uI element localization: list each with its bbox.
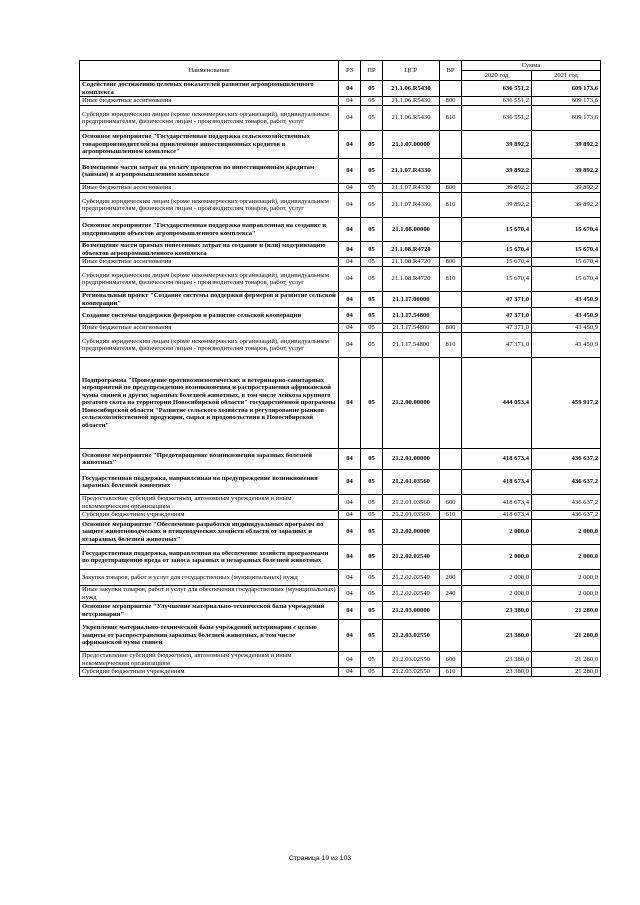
row-pr-cell: 05 [361, 333, 383, 358]
table-row [80, 620, 601, 652]
row-csr-cell: 21.1.07.R4330 [383, 159, 440, 184]
row-rz-cell: 04 [339, 333, 361, 358]
row-csr-cell: 21.2.03.02550 [383, 620, 440, 652]
row-sum-2021-cell: 15 670,4 [532, 218, 601, 242]
row-csr-cell: 21.2.00.00000 [383, 358, 440, 449]
row-sum-2021-cell: 2 000,0 [532, 545, 601, 570]
table-header [80, 61, 601, 81]
row-rz-cell: 04 [339, 520, 361, 545]
row-csr-cell: 21.1.07.00000 [383, 131, 440, 159]
row-name-cell: Субсидии юридическим лицам (кроме некоммерческих организаций), индивидуальным предпринимателям, физическим лицам - производителям товаров, работ, услуг [80, 333, 339, 358]
table-row [80, 333, 601, 358]
table-row [80, 324, 601, 333]
table-body [80, 81, 601, 677]
row-vr-cell [440, 81, 462, 97]
row-name-cell: Субсидии юридическим лицам (кроме некоммерческих организаций), индивидуальным предпринимателям, физическим лицам - производителям товаров, работ, услуг [80, 267, 339, 292]
row-sum-2020-cell: 2 000,0 [462, 545, 532, 570]
row-rz-cell: 04 [339, 184, 361, 193]
row-pr-cell: 05 [361, 652, 383, 668]
row-sum-2021-cell: 43 450,9 [532, 308, 601, 324]
header-sum: Сумма [462, 61, 601, 71]
row-rz-cell: 04 [339, 106, 361, 131]
row-vr-cell: 810 [440, 333, 462, 358]
row-pr-cell: 05 [361, 586, 383, 602]
row-vr-cell: 610 [440, 668, 462, 677]
row-vr-cell: 600 [440, 495, 462, 511]
row-sum-2021-cell: 15 670,4 [532, 267, 601, 292]
row-sum-2021-cell: 2 000,0 [532, 586, 601, 602]
row-pr-cell: 05 [361, 511, 383, 520]
row-pr-cell: 05 [361, 545, 383, 570]
row-sum-2021-cell: 2 000,0 [532, 520, 601, 545]
row-sum-2020-cell: 39 892,2 [462, 184, 532, 193]
row-sum-2021-cell: 436 637,2 [532, 449, 601, 470]
row-vr-cell [440, 308, 462, 324]
row-csr-cell: 21.1.08.00000 [383, 218, 440, 242]
table-row [80, 520, 601, 545]
row-name-cell: Создание системы поддержки фермеров и развитие сельской кооперации [80, 308, 339, 324]
row-sum-2021-cell: 43 450,9 [532, 324, 601, 333]
row-sum-2021-cell: 21 280,0 [532, 620, 601, 652]
row-sum-2021-cell: 39 892,2 [532, 184, 601, 193]
row-pr-cell: 05 [361, 470, 383, 495]
table-row [80, 184, 601, 193]
row-sum-2020-cell: 23 380,0 [462, 652, 532, 668]
row-sum-2021-cell: 609 173,6 [532, 81, 601, 97]
table-row [80, 358, 601, 449]
row-sum-2020-cell: 23 380,0 [462, 620, 532, 652]
row-pr-cell: 05 [361, 97, 383, 106]
row-sum-2020-cell: 15 670,4 [462, 267, 532, 292]
row-pr-cell: 05 [361, 81, 383, 97]
row-rz-cell: 04 [339, 668, 361, 677]
row-name-cell: Подпрограмма "Проведение противоэпизоотических и ветеринарно-санитарных мероприятий по предупреждению возникновения и распространения африканской чумы свиней и других заразных болезней животных, в том числе лейкоза крупного рогатого скота на территории Новосибирской области" государственной программы Новосибирской области "Развитие сельского хозяйства и регулирование рынков сельскохозяйственной продукции, сырья и продовольствия в Новосибирской области" [80, 358, 339, 449]
row-sum-2020-cell: 2 000,0 [462, 520, 532, 545]
row-pr-cell: 05 [361, 324, 383, 333]
row-sum-2020-cell: 418 673,4 [462, 470, 532, 495]
table-row [80, 131, 601, 159]
row-rz-cell: 04 [339, 570, 361, 586]
row-pr-cell: 05 [361, 449, 383, 470]
row-vr-cell: 810 [440, 106, 462, 131]
row-pr-cell: 05 [361, 218, 383, 242]
row-csr-cell: 21.2.03.02550 [383, 652, 440, 668]
row-vr-cell [440, 545, 462, 570]
row-sum-2021-cell: 21 280,0 [532, 668, 601, 677]
row-name-cell: Возмещение части прямых понесенных затрат на создание и (или) модернизацию объектов агропромышленного комплекса [80, 242, 339, 258]
row-csr-cell: 21.1.07.R4330 [383, 184, 440, 193]
row-name-cell: Основное мероприятие "Государственная поддержка сельскохозяйственных товаропроизводителей на привлечение инвестиционных кредитов в агропромышленном комплексе" [80, 131, 339, 159]
row-sum-2021-cell: 2 000,0 [532, 570, 601, 586]
table-row [80, 511, 601, 520]
row-rz-cell: 04 [339, 131, 361, 159]
header-year-2021: 2021 год [532, 71, 601, 81]
row-sum-2021-cell: 39 892,2 [532, 193, 601, 218]
row-sum-2020-cell: 39 892,2 [462, 131, 532, 159]
row-pr-cell: 05 [361, 308, 383, 324]
header-csr: ЦСР [383, 61, 440, 81]
row-csr-cell: 21.1.I7.54800 [383, 333, 440, 358]
row-vr-cell: 800 [440, 97, 462, 106]
row-pr-cell: 05 [361, 106, 383, 131]
row-sum-2020-cell: 418 673,4 [462, 495, 532, 511]
row-csr-cell: 21.1.I7.54800 [383, 308, 440, 324]
row-sum-2020-cell: 47 371,0 [462, 292, 532, 308]
row-sum-2020-cell: 39 892,2 [462, 159, 532, 184]
row-rz-cell: 04 [339, 511, 361, 520]
row-rz-cell: 04 [339, 545, 361, 570]
row-name-cell: Иные бюджетные ассигнования [80, 324, 339, 333]
row-sum-2020-cell: 15 670,4 [462, 242, 532, 258]
header-vr: ВР [440, 61, 462, 81]
row-vr-cell: 240 [440, 586, 462, 602]
row-vr-cell [440, 602, 462, 620]
row-name-cell: Основное мероприятие "Улучшение материально-технической базы учреждений ветеринарии" [80, 602, 339, 620]
row-pr-cell: 05 [361, 602, 383, 620]
table-row [80, 545, 601, 570]
budget-table-sheet [79, 60, 600, 677]
row-csr-cell: 21.1.06.R5430 [383, 106, 440, 131]
row-csr-cell: 21.2.03.00000 [383, 602, 440, 620]
row-pr-cell: 05 [361, 620, 383, 652]
row-name-cell: Субсидии юридическим лицам (кроме некоммерческих организаций), индивидуальным предпринимателям, физическим лицам - производителям товаров, работ, услуг [80, 193, 339, 218]
row-csr-cell: 21.1.08.R4720 [383, 242, 440, 258]
table-row [80, 106, 601, 131]
row-rz-cell: 04 [339, 620, 361, 652]
row-pr-cell: 05 [361, 267, 383, 292]
row-name-cell: Государственная поддержка, направленная на предупреждение возникновения заразных болезней животных [80, 470, 339, 495]
row-pr-cell: 05 [361, 668, 383, 677]
header-name: Наименование [80, 61, 339, 81]
row-csr-cell: 21.2.01.00000 [383, 449, 440, 470]
row-rz-cell: 04 [339, 358, 361, 449]
row-csr-cell: 21.1.06.R5430 [383, 81, 440, 97]
row-rz-cell: 04 [339, 586, 361, 602]
row-sum-2020-cell: 444 053,4 [462, 358, 532, 449]
row-csr-cell: 21.1.08.R4720 [383, 267, 440, 292]
row-name-cell: Субсидии юридическим лицам (кроме некоммерческих организаций), индивидуальным предпринимателям, физическим лицам - производителям товаров, работ, услуг [80, 106, 339, 131]
row-rz-cell: 04 [339, 81, 361, 97]
row-vr-cell [440, 242, 462, 258]
table-row [80, 159, 601, 184]
row-pr-cell: 05 [361, 358, 383, 449]
table-row [80, 470, 601, 495]
row-name-cell: Субсидии бюджетным учреждениям [80, 511, 339, 520]
row-pr-cell: 05 [361, 495, 383, 511]
row-name-cell: Иные закупки товаров, работ и услуг для обеспечения государственных (муниципальных) нужд [80, 586, 339, 602]
row-name-cell: Иные бюджетные ассигнования [80, 97, 339, 106]
row-name-cell: Региональный проект "Создание системы поддержки фермеров и развитие сельской кооперации" [80, 292, 339, 308]
row-pr-cell: 05 [361, 184, 383, 193]
table-row [80, 495, 601, 511]
row-vr-cell: 810 [440, 267, 462, 292]
row-vr-cell [440, 449, 462, 470]
table-row [80, 218, 601, 242]
row-sum-2020-cell: 2 000,0 [462, 586, 532, 602]
row-csr-cell: 21.2.02.02540 [383, 586, 440, 602]
row-rz-cell: 04 [339, 267, 361, 292]
row-vr-cell: 800 [440, 258, 462, 267]
row-pr-cell: 05 [361, 131, 383, 159]
row-sum-2021-cell: 15 670,4 [532, 258, 601, 267]
row-sum-2020-cell: 636 551,2 [462, 106, 532, 131]
row-name-cell: Основное мероприятие "Государственная поддержка направленная на создание и модернизацию объектов агропромышленного комплекса" [80, 218, 339, 242]
table-row [80, 81, 601, 97]
table-row [80, 652, 601, 668]
row-vr-cell [440, 131, 462, 159]
row-vr-cell [440, 358, 462, 449]
row-sum-2021-cell: 609 173,6 [532, 97, 601, 106]
row-rz-cell: 04 [339, 602, 361, 620]
row-csr-cell: 21.2.02.02540 [383, 570, 440, 586]
row-sum-2020-cell: 15 670,4 [462, 218, 532, 242]
row-csr-cell: 21.2.03.02550 [383, 668, 440, 677]
row-rz-cell: 04 [339, 218, 361, 242]
table-row [80, 267, 601, 292]
table-row [80, 570, 601, 586]
row-csr-cell: 21.2.02.00000 [383, 520, 440, 545]
row-sum-2020-cell: 23 380,0 [462, 602, 532, 620]
row-name-cell: Предоставление субсидий бюджетным, автономным учреждениям и иным некоммерческим организациям [80, 652, 339, 668]
header-year-2020: 2020 год [462, 71, 532, 81]
row-name-cell: Основное мероприятие "Обеспечение разработки индивидуальных программ по защите животноводческих и птицеводческих хозяйств области от заразных и незаразных болезней животных" [80, 520, 339, 545]
row-csr-cell: 21.1.07.R4330 [383, 193, 440, 218]
row-sum-2020-cell: 15 670,4 [462, 258, 532, 267]
table-row [80, 586, 601, 602]
row-name-cell: Государственная поддержка, направленная на обеспечение хозяйств программами по предотвращению вреда от заноса заразных и незаразных болезней животных [80, 545, 339, 570]
row-sum-2020-cell: 47 371,0 [462, 308, 532, 324]
row-sum-2021-cell: 39 892,2 [532, 159, 601, 184]
row-vr-cell: 600 [440, 652, 462, 668]
row-rz-cell: 04 [339, 652, 361, 668]
table-row [80, 292, 601, 308]
header-rz: РЗ [339, 61, 361, 81]
row-csr-cell: 21.1.I7.00000 [383, 292, 440, 308]
row-sum-2020-cell: 2 000,0 [462, 570, 532, 586]
row-name-cell: Субсидии бюджетным учреждениям [80, 668, 339, 677]
row-rz-cell: 04 [339, 159, 361, 184]
table-row [80, 602, 601, 620]
row-rz-cell: 04 [339, 242, 361, 258]
row-name-cell: Основное мероприятие "Предотвращение возникновения заразных болезней животных" [80, 449, 339, 470]
row-rz-cell: 04 [339, 470, 361, 495]
table-row [80, 193, 601, 218]
row-pr-cell: 05 [361, 258, 383, 267]
row-sum-2021-cell: 436 637,2 [532, 495, 601, 511]
row-sum-2021-cell: 459 917,2 [532, 358, 601, 449]
row-sum-2020-cell: 47 371,0 [462, 333, 532, 358]
row-vr-cell [440, 620, 462, 652]
row-name-cell: Содействие достижению целевых показателей развития агропромышленного комплекса [80, 81, 339, 97]
row-name-cell: Иные бюджетные ассигнования [80, 184, 339, 193]
table-row [80, 308, 601, 324]
row-pr-cell: 05 [361, 193, 383, 218]
row-csr-cell: 21.2.02.02540 [383, 545, 440, 570]
row-sum-2020-cell: 23 380,0 [462, 668, 532, 677]
header-pr: ПР [361, 61, 383, 81]
row-vr-cell [440, 159, 462, 184]
row-vr-cell [440, 470, 462, 495]
row-vr-cell: 610 [440, 511, 462, 520]
row-sum-2021-cell: 39 892,2 [532, 131, 601, 159]
row-sum-2020-cell: 636 551,2 [462, 81, 532, 97]
row-vr-cell: 800 [440, 184, 462, 193]
row-vr-cell: 810 [440, 193, 462, 218]
row-csr-cell: 21.2.01.03560 [383, 470, 440, 495]
row-rz-cell: 04 [339, 324, 361, 333]
row-rz-cell: 04 [339, 97, 361, 106]
row-csr-cell: 21.2.01.03560 [383, 495, 440, 511]
row-sum-2021-cell: 21 280,0 [532, 652, 601, 668]
row-csr-cell: 21.2.01.03560 [383, 511, 440, 520]
row-sum-2021-cell: 436 637,2 [532, 511, 601, 520]
row-sum-2020-cell: 39 892,2 [462, 193, 532, 218]
row-name-cell: Иные бюджетные ассигнования [80, 258, 339, 267]
row-sum-2020-cell: 418 673,4 [462, 449, 532, 470]
row-sum-2020-cell: 418 673,4 [462, 511, 532, 520]
row-pr-cell: 05 [361, 570, 383, 586]
row-rz-cell: 04 [339, 292, 361, 308]
row-pr-cell: 05 [361, 242, 383, 258]
row-rz-cell: 04 [339, 308, 361, 324]
row-csr-cell: 21.1.I7.54800 [383, 324, 440, 333]
row-sum-2020-cell: 47 371,0 [462, 324, 532, 333]
table-row [80, 449, 601, 470]
row-rz-cell: 04 [339, 449, 361, 470]
row-sum-2020-cell: 636 551,2 [462, 97, 532, 106]
row-sum-2021-cell: 43 450,9 [532, 333, 601, 358]
row-sum-2021-cell: 43 450,9 [532, 292, 601, 308]
row-rz-cell: 04 [339, 258, 361, 267]
row-csr-cell: 21.1.06.R5430 [383, 97, 440, 106]
row-rz-cell: 04 [339, 193, 361, 218]
page-footer: Страница 19 из 103 [288, 855, 352, 862]
table-row [80, 97, 601, 106]
row-name-cell: Возмещение части затрат на уплату процентов по инвестиционным кредитам (займам) в агропромышленном комплексе [80, 159, 339, 184]
row-pr-cell: 05 [361, 159, 383, 184]
row-name-cell: Закупка товаров, работ и услуг для государственных (муниципальных) нужд [80, 570, 339, 586]
row-pr-cell: 05 [361, 292, 383, 308]
table-row [80, 668, 601, 677]
row-csr-cell: 21.1.08.R4720 [383, 258, 440, 267]
row-pr-cell: 05 [361, 520, 383, 545]
row-sum-2021-cell: 609 173,6 [532, 106, 601, 131]
row-sum-2021-cell: 15 670,4 [532, 242, 601, 258]
row-vr-cell [440, 292, 462, 308]
table-row [80, 242, 601, 258]
row-vr-cell: 200 [440, 570, 462, 586]
row-name-cell: Укрепление материально-технической базы учреждений ветеринарии с целью защиты от распространения заразных болезней животных, в том числе африканской чумы свиней [80, 620, 339, 652]
row-vr-cell: 800 [440, 324, 462, 333]
budget-table [79, 60, 601, 677]
row-rz-cell: 04 [339, 495, 361, 511]
row-name-cell: Предоставление субсидий бюджетным, автономным учреждениям и иным некоммерческим организациям [80, 495, 339, 511]
row-vr-cell [440, 218, 462, 242]
table-row [80, 258, 601, 267]
row-vr-cell [440, 520, 462, 545]
row-sum-2021-cell: 436 637,2 [532, 470, 601, 495]
row-sum-2021-cell: 21 280,0 [532, 602, 601, 620]
